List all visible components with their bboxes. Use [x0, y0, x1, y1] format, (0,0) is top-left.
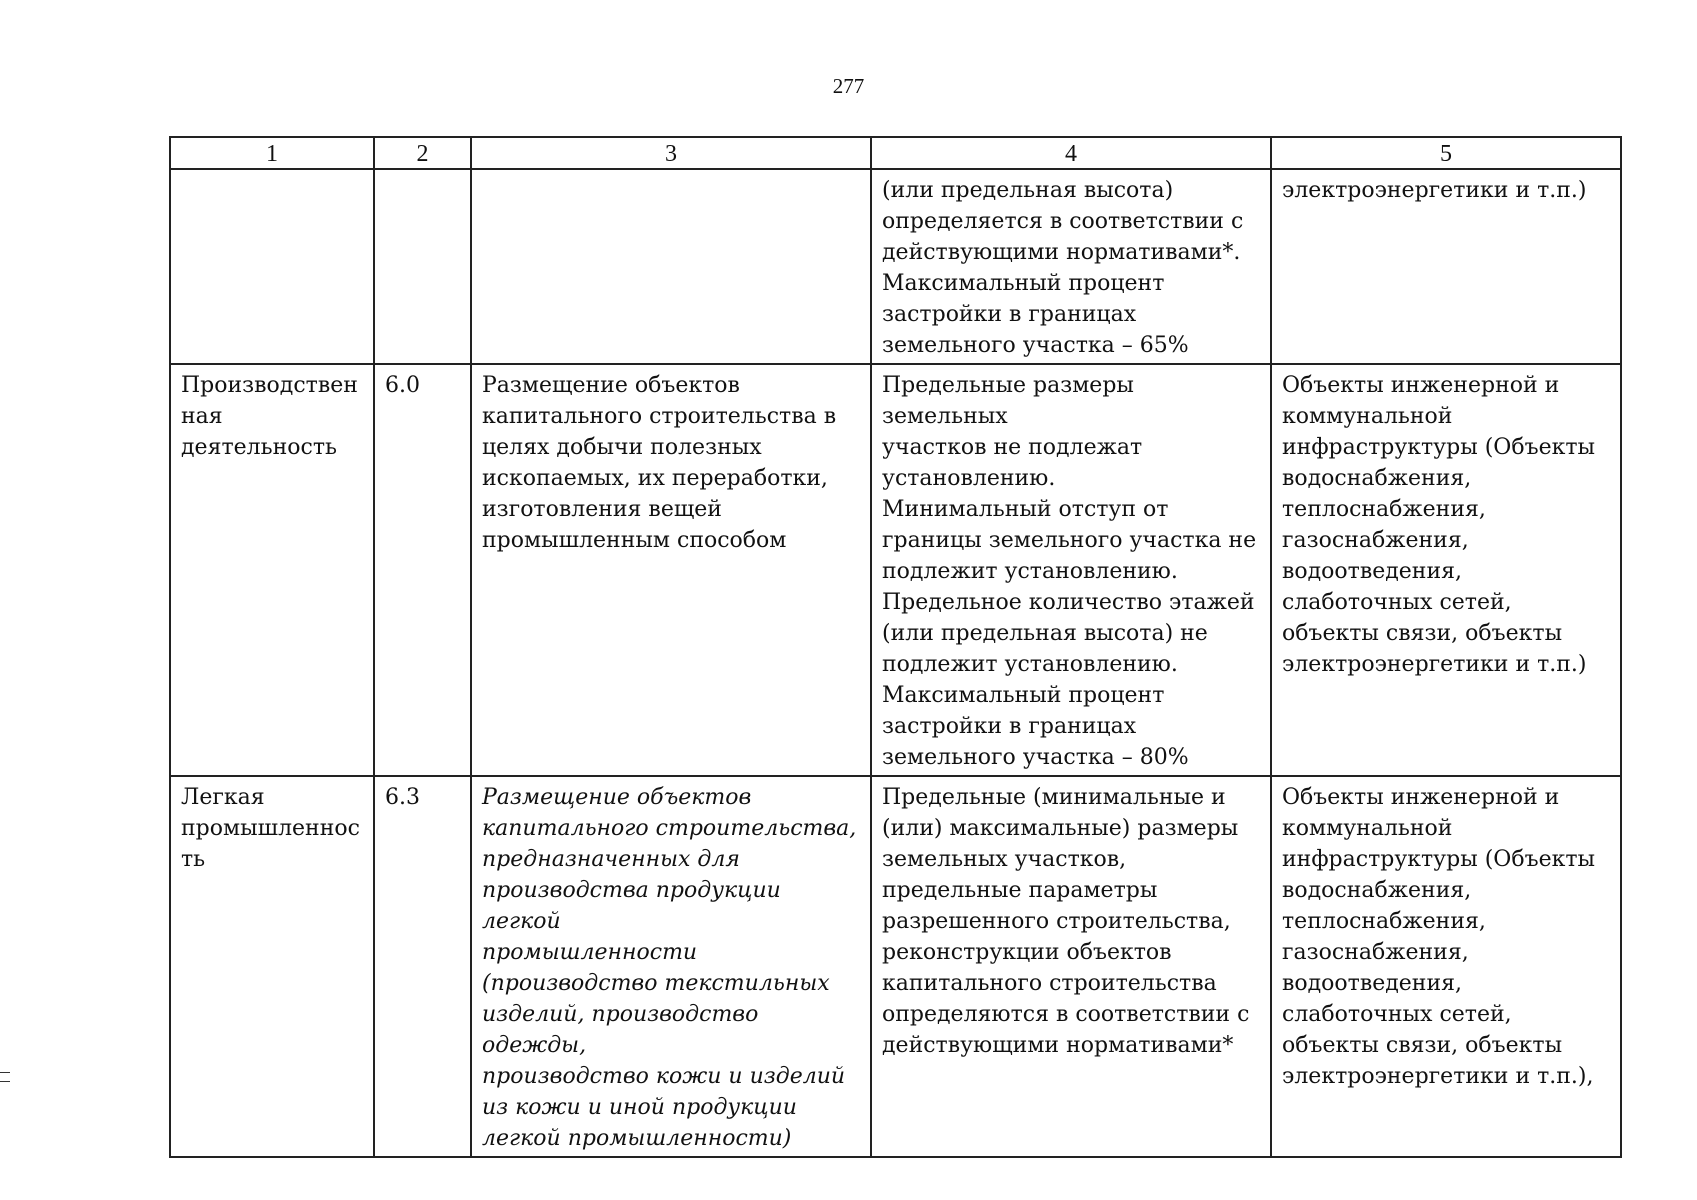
cell-text-line: Легкая	[181, 785, 265, 810]
cell-text-line: Производствен	[181, 373, 358, 398]
column-header-1: 1	[170, 137, 374, 169]
cell-text-line: разрешенного строительства,	[882, 909, 1231, 934]
cell-text-line: подлежит установлению.	[882, 652, 1178, 677]
cell-text-line: Объекты инженерной и	[1282, 785, 1560, 810]
cell-text-line: реконструкции объектов	[882, 940, 1172, 965]
cell-text-line: капитального строительства в	[482, 404, 837, 429]
cell-parameters	[871, 776, 1271, 1157]
cell-text-line: производство кожи и изделий	[482, 1064, 846, 1089]
cell-text-line: застройки в границах	[882, 714, 1137, 739]
cell-code: 6.0	[374, 364, 471, 776]
cell-text-line: слаботочных сетей,	[1282, 590, 1512, 615]
page-number: 277	[832, 74, 865, 98]
cell-text-line: водоснабжения,	[1282, 878, 1472, 903]
cell-text-line: деятельность	[181, 435, 337, 460]
cell-name	[170, 169, 374, 364]
column-header-5: 5	[1271, 137, 1621, 169]
cell-text-line: земельных участков,	[882, 847, 1127, 872]
cell-text-line: из кожи и иной продукции	[482, 1095, 797, 1120]
column-header-2: 2	[374, 137, 471, 169]
cell-text-line: производства продукции легкой	[482, 878, 781, 934]
cell-text-line: промышленным способом	[482, 528, 787, 553]
cell-objects	[1271, 169, 1621, 364]
cell-description	[471, 364, 871, 776]
cell-text-line: установлению.	[882, 466, 1056, 491]
table-row-light-industry	[170, 776, 1621, 1157]
cell-text-line: (производство текстильных	[482, 971, 830, 996]
cell-text-line: предельные параметры	[882, 878, 1158, 903]
cell-text-line: легкой промышленности)	[482, 1126, 792, 1151]
cell-text-line: изделий, производство одежды,	[482, 1002, 759, 1058]
cell-text-line: (или предельная высота) не	[882, 621, 1208, 646]
table-row-continued	[170, 169, 1621, 364]
cell-text-line: Объекты инженерной и	[1282, 373, 1560, 398]
table-row-production	[170, 364, 1621, 776]
cell-text-line: участков не подлежат	[882, 435, 1143, 460]
cell-text-line: действующими нормативами*.	[882, 240, 1241, 265]
cell-parameters	[871, 169, 1271, 364]
cell-text-line: Предельные размеры земельных	[882, 373, 1134, 429]
cell-text-line: промышленнос	[181, 816, 360, 841]
cell-text-line: изготовления вещей	[482, 497, 722, 522]
scan-edge-marks	[0, 1072, 10, 1090]
cell-text-line: земельного участка – 80%	[882, 745, 1189, 770]
cell-text-line: определяются в соответствии с	[882, 1002, 1250, 1027]
cell-text-line: земельного участка – 65%	[882, 333, 1189, 358]
cell-text-line: Размещение объектов	[482, 373, 740, 398]
cell-text-line: капитального строительства	[882, 971, 1217, 996]
cell-text-line: электроэнергетики и т.п.)	[1282, 652, 1587, 677]
cell-text-line: водоотведения,	[1282, 559, 1463, 584]
cell-objects	[1271, 364, 1621, 776]
cell-text-line: ископаемых, их переработки,	[482, 466, 828, 491]
cell-text-line: ть	[181, 847, 206, 872]
cell-text-line: теплоснабжения,	[1282, 909, 1486, 934]
cell-text-line: ная	[181, 404, 223, 429]
cell-text-line: объекты связи, объекты	[1282, 621, 1563, 646]
cell-text-line: Предельные (минимальные и	[882, 785, 1226, 810]
cell-text-line: газоснабжения,	[1282, 940, 1469, 965]
cell-text-line: Минимальный отступ от	[882, 497, 1169, 522]
column-header-3: 3	[471, 137, 871, 169]
cell-text-line: промышленности	[482, 940, 698, 965]
cell-code	[374, 169, 471, 364]
table-header-row	[170, 137, 1621, 169]
cell-text-line: Предельное количество этажей	[882, 590, 1255, 615]
cell-text-line: (или) максимальные) размеры	[882, 816, 1239, 841]
cell-text-line: действующими нормативами*	[882, 1033, 1234, 1058]
cell-text-line: водоснабжения,	[1282, 466, 1472, 491]
cell-name	[170, 776, 374, 1157]
zoning-table	[169, 136, 1622, 1158]
cell-text-line: коммунальной	[1282, 816, 1453, 841]
cell-code: 6.3	[374, 776, 471, 1157]
cell-text-line: определяется в соответствии с	[882, 209, 1244, 234]
cell-text-line: границы земельного участка не	[882, 528, 1257, 553]
cell-text-line: застройки в границах	[882, 302, 1137, 327]
cell-objects	[1271, 776, 1621, 1157]
cell-text-line: коммунальной	[1282, 404, 1453, 429]
cell-text-line: предназначенных для	[482, 847, 740, 872]
cell-text-line: Максимальный процент	[882, 683, 1165, 708]
column-header-4: 4	[871, 137, 1271, 169]
cell-text-line: объекты связи, объекты	[1282, 1033, 1563, 1058]
cell-description	[471, 776, 871, 1157]
cell-text-line: газоснабжения,	[1282, 528, 1469, 553]
cell-text-line: Максимальный процент	[882, 271, 1165, 296]
cell-text-line: (или предельная высота)	[882, 178, 1174, 203]
cell-text-line: водоотведения,	[1282, 971, 1463, 996]
cell-text-line: капитального строительства,	[482, 816, 857, 841]
cell-text-line: инфраструктуры (Объекты	[1282, 435, 1596, 460]
cell-text-line: электроэнергетики и т.п.),	[1282, 1064, 1594, 1089]
cell-text-line: теплоснабжения,	[1282, 497, 1486, 522]
cell-parameters	[871, 364, 1271, 776]
cell-text-line: целях добычи полезных	[482, 435, 762, 460]
cell-name	[170, 364, 374, 776]
cell-text-line: слаботочных сетей,	[1282, 1002, 1512, 1027]
cell-text-line: подлежит установлению.	[882, 559, 1178, 584]
cell-text-line: инфраструктуры (Объекты	[1282, 847, 1596, 872]
cell-description	[471, 169, 871, 364]
cell-text-line: Размещение объектов	[482, 785, 752, 810]
cell-text-line: электроэнергетики и т.п.)	[1282, 178, 1587, 203]
